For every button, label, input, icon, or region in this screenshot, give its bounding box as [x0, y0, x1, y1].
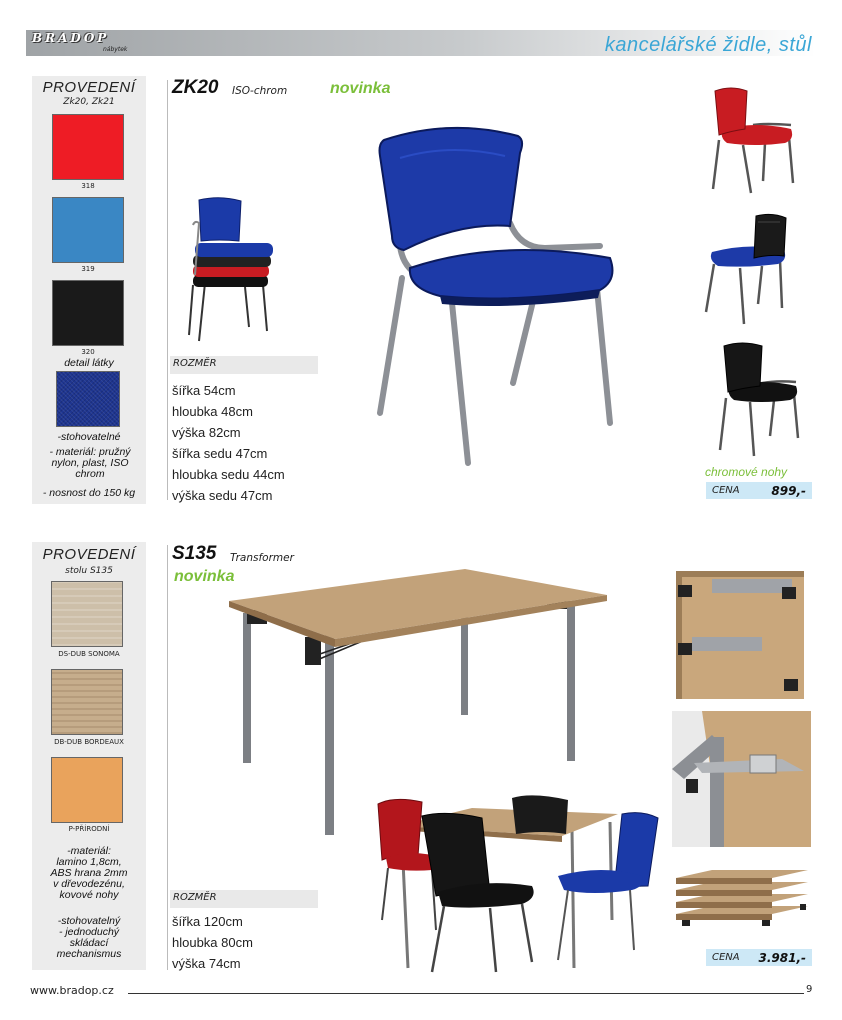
price-label: CENA: [712, 485, 740, 496]
page-title: kancelářské židle, stůl: [604, 34, 812, 56]
chrome-legs-note: chromové nohy: [705, 465, 788, 479]
fabric-swatch-318: [52, 114, 124, 180]
note-line: skládací: [69, 937, 109, 950]
dimensions-list: [172, 911, 372, 974]
sidebar-title: PROVEDENÍ: [42, 546, 136, 563]
note-line: -stohovatelný: [57, 915, 121, 927]
price-box: [706, 949, 812, 966]
dim-height: výška 82cm: [172, 425, 241, 440]
note-line: mechanismus: [56, 948, 122, 961]
price-value: 3.981,-: [758, 950, 806, 965]
dim-seat-depth: hloubka sedu 44cm: [172, 467, 285, 482]
divider: [167, 545, 168, 970]
dim-seat-height: výška sedu 47cm: [172, 488, 273, 503]
note-stackable: -stohovatelné: [57, 431, 121, 443]
decor-swatch-sonoma: [51, 581, 123, 647]
material-notes: [32, 846, 146, 901]
dim-depth: hloubka 48cm: [172, 404, 253, 419]
dim-depth: hloubka 80cm: [172, 935, 253, 950]
red-chair-image: [705, 85, 800, 195]
swatch-code: DB-DUB BORDEAUX: [54, 738, 124, 746]
stacked-tables-image: [672, 870, 812, 930]
feature-notes: [32, 916, 146, 960]
table-with-chairs-image: [372, 790, 662, 975]
swatch-code: 319: [81, 265, 95, 273]
dim-seat-width: šířka sedu 47cm: [172, 446, 268, 461]
note-line: v dřevodezénu,: [53, 878, 125, 891]
fabric-detail-swatch: [56, 371, 120, 427]
decor-swatch-bordeaux: [51, 669, 123, 735]
note-line: -materiál:: [67, 845, 111, 857]
model-subtitle: Transformer: [230, 552, 294, 564]
sidebar-subtitle: Zk20, Zk21: [63, 97, 115, 107]
dimensions-header: ROZMĚR: [170, 356, 318, 374]
model-name: S135: [172, 543, 217, 564]
sidebar-subtitle: stolu S135: [65, 566, 113, 576]
note-line: - jednoduchý: [58, 926, 120, 939]
note-material: - materiál: pružný nylon, plast, ISO chrom: [49, 446, 131, 481]
hinge-detail-image: [672, 711, 811, 847]
stacked-chairs-image: [185, 195, 280, 345]
decor-swatch-natural: [51, 757, 123, 823]
page-number: 9: [806, 984, 813, 995]
black-chair-image: [712, 340, 807, 458]
new-badge: novinka: [330, 80, 391, 97]
fabric-swatch-320: [52, 280, 124, 346]
swatch-code: P-PŘÍRODNÍ: [68, 825, 110, 833]
dimensions-list: [172, 380, 372, 506]
zk20-chair-image: [370, 118, 625, 473]
swatch-code: DS-DUB SONOMA: [58, 650, 120, 658]
dim-width: šířka 120cm: [172, 914, 243, 929]
dimensions-header: ROZMĚR: [170, 890, 318, 908]
footer-url[interactable]: www.bradop.cz: [30, 984, 114, 997]
sidebar-title: PROVEDENÍ: [42, 79, 136, 96]
black-blue-chair-image: [700, 212, 800, 327]
model-subtitle: ISO-chrom: [232, 85, 288, 97]
note-line: kovové nohy: [59, 889, 119, 902]
brand-logo: BRADOP: [32, 31, 110, 45]
swatch-code: 318: [81, 182, 95, 190]
swatch-code: 320: [81, 348, 95, 356]
note-line: lamino 1,8cm,: [56, 856, 122, 869]
dim-width: šířka 54cm: [172, 383, 236, 398]
fabric-swatch-319: [52, 197, 124, 263]
new-badge: novinka: [174, 568, 235, 585]
divider: [167, 80, 168, 500]
price-value: 899,-: [771, 483, 806, 498]
footer-rule: [128, 993, 804, 994]
note-line: ABS hrana 2mm: [50, 867, 128, 880]
folded-mechanism-image: [672, 567, 808, 703]
fabric-detail-label: detail látky: [64, 357, 114, 369]
dim-height: výška 74cm: [172, 956, 241, 971]
brand-logo-sub: nábytek: [103, 46, 128, 53]
note-capacity: - nosnost do 150 kg: [42, 487, 136, 499]
model-name: ZK20: [172, 77, 219, 98]
price-box: [706, 482, 812, 499]
price-label: CENA: [712, 952, 740, 963]
